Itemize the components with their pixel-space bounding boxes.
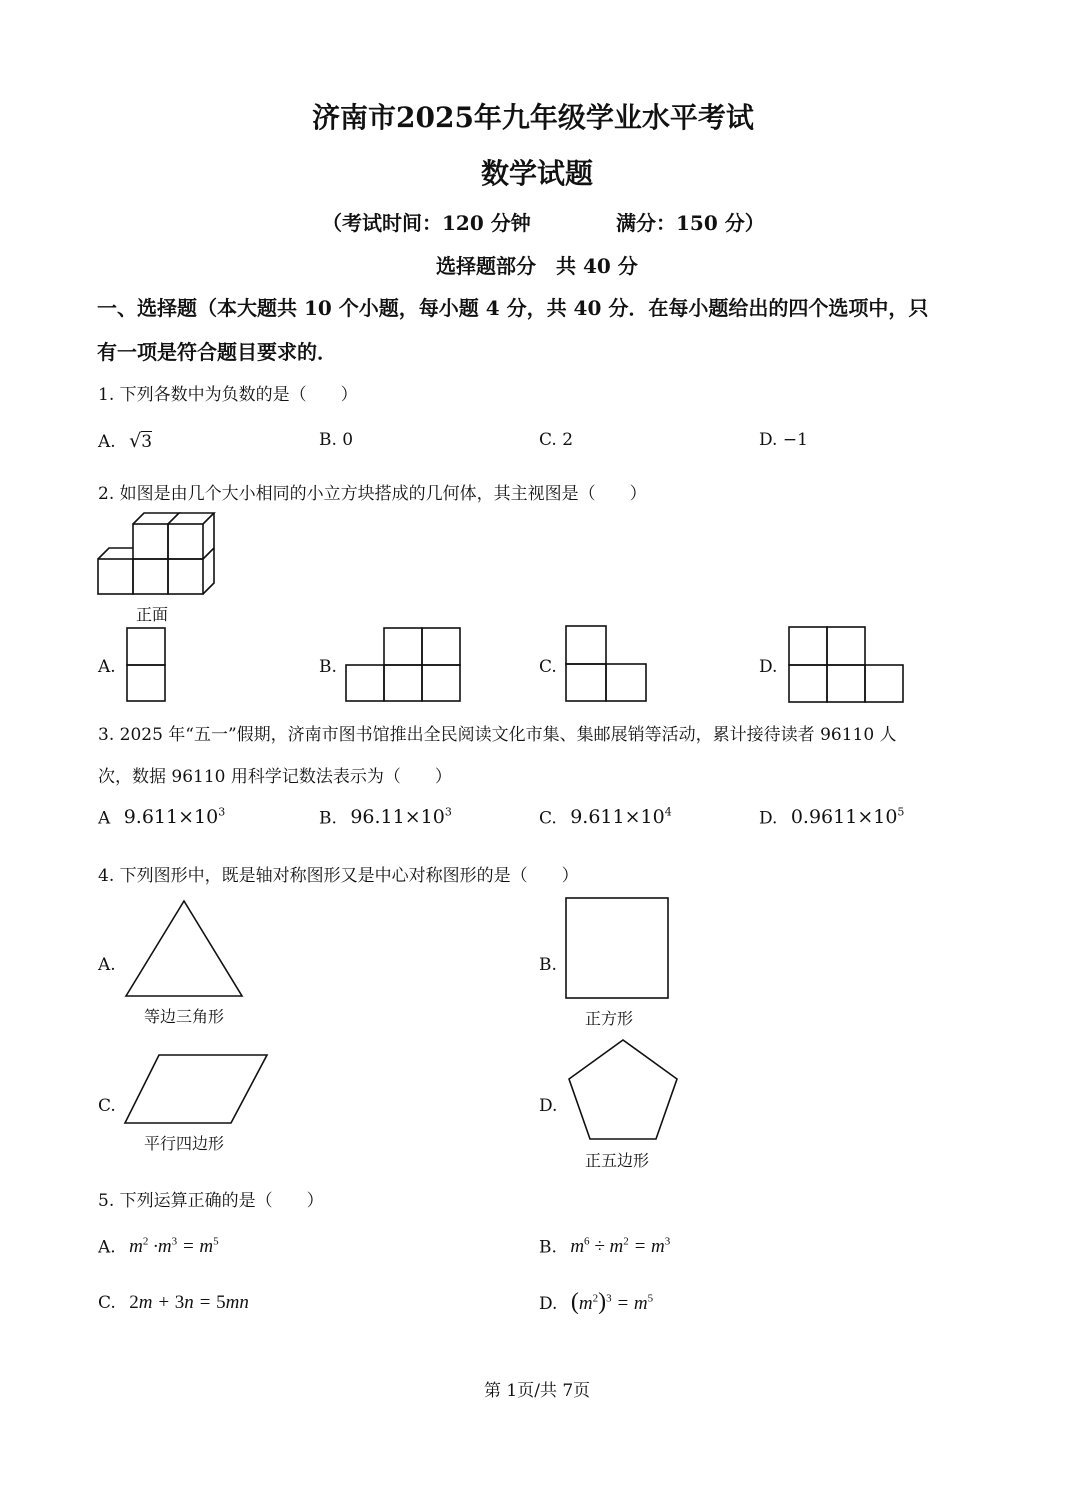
q3-option-b-base: 96.11×10 [350, 806, 445, 829]
exam-time: （考试时间：120 分钟 [322, 211, 531, 235]
sqrt-symbol: √ [129, 430, 142, 452]
q5-option-b-expression: $m^6 \div m^2 = m^3$ [570, 1236, 671, 1258]
q1-option-c: C. 2 [539, 430, 574, 450]
q2-option-a-figure [126, 627, 168, 703]
q3-option-a [98, 806, 225, 828]
q3-option-d-exp: 5 [897, 806, 905, 819]
q5-option-c-expression: 2m + 3n = 5mn [129, 1292, 249, 1313]
q5-option-d-expression: $(m^2)^3 = m^5$ [570, 1289, 654, 1315]
q2-option-c-figure [565, 625, 649, 703]
instructions-line2: 有一项是符合题目要求的． [97, 340, 337, 364]
q4-stem: 4. 下列图形中，既是轴对称图形又是中心对称图形的是（ ） [98, 866, 579, 886]
exam-title: 济南市2025年九年级学业水平考试 [312, 101, 754, 134]
q4-equilateral-triangle [124, 898, 244, 998]
q2-option-d-figure [788, 626, 906, 704]
q3-option-c-label: C. [539, 808, 557, 829]
q3-option-d [759, 806, 904, 828]
q1-option-b: B. 0 [319, 430, 354, 450]
q3-option-a-value [124, 806, 226, 828]
q3-option-d-value [791, 806, 905, 828]
q4-option-d-label: D. [539, 1096, 558, 1116]
q5-option-d-label: D. [539, 1294, 558, 1314]
q2-option-b-figure [345, 627, 463, 703]
section-heading: 选择题部分 共 40 分 [436, 254, 638, 278]
q2-stem: 2. 如图是由几个大小相同的小立方块搭成的几何体，其主视图是（ ） [98, 484, 647, 504]
q3-option-a-base: 9.611×10 [123, 806, 219, 829]
q5-stem: 5. 下列运算正确的是（ ） [98, 1191, 324, 1211]
q4-parallelogram [123, 1053, 269, 1125]
q3-stem-line1: 3. 2025 年“五一”假期，济南市图书馆推出全民阅读文化市集、集邮展销等活动，累计接待读者 96110 人 [98, 725, 897, 745]
page-number: 第 1页/共 7页 [484, 1381, 591, 1401]
q5-option-a-label: A. [98, 1237, 116, 1258]
q3-option-c [539, 806, 672, 828]
q1-option-a [98, 430, 152, 452]
q3-option-d-base: 0.9611×10 [790, 806, 898, 829]
q3-option-c-base: 9.611×10 [570, 806, 665, 829]
q4-option-a-label: A. [98, 955, 116, 975]
q3-stem-line2: 次，数据 96110 用科学记数法表示为（ ） [98, 767, 452, 787]
q4-option-b-caption: 正方形 [585, 1009, 634, 1028]
q3-option-b-exp: 3 [444, 806, 452, 819]
q3-option-a-label: A [98, 808, 111, 829]
q1-option-a-label: A. [98, 432, 116, 452]
subject-title: 数学试题 [481, 157, 594, 190]
q5-option-c-label: C. [98, 1293, 116, 1313]
q2-front-label: 正面 [136, 605, 169, 624]
q3-option-c-value [570, 806, 672, 828]
q3-option-a-exp: 3 [218, 806, 226, 819]
q3-option-b-label: B. [319, 808, 337, 829]
q4-option-d-caption: 正五边形 [585, 1151, 650, 1170]
q1-option-a-value: 3 [141, 432, 153, 452]
q1-option-d: D. −1 [759, 430, 808, 450]
q5-option-a [98, 1236, 219, 1258]
q1-stem: 1. 下列各数中为负数的是（ ） [98, 385, 358, 405]
q3-option-b [319, 806, 452, 828]
q5-option-a-expression: $m^2 \cdot m^3 = m^5$ [129, 1236, 219, 1258]
q2-option-a-label: A. [98, 657, 116, 677]
q2-option-d-label: D. [759, 657, 778, 677]
q5-option-c [98, 1292, 249, 1314]
q4-option-c-label: C. [98, 1096, 116, 1116]
instructions-line1: 一、选择题（本大题共 10 个小题，每小题 4 分，共 40 分．在每小题给出的四个选项中，只 [97, 296, 929, 320]
q4-option-a-caption: 等边三角形 [144, 1007, 225, 1026]
q4-option-c-caption: 平行四边形 [144, 1134, 225, 1153]
q3-option-c-exp: 4 [664, 806, 672, 819]
q2-option-c-label: C. [539, 657, 557, 677]
q3-option-b-value [350, 806, 452, 828]
q5-option-b [539, 1236, 670, 1258]
q3-option-d-label: D. [759, 808, 778, 829]
q5-option-b-label: B. [539, 1237, 557, 1258]
q4-option-b-label: B. [539, 955, 557, 975]
full-score: 满分：150 分） [616, 211, 765, 235]
q4-square [565, 897, 671, 999]
q4-regular-pentagon [566, 1038, 680, 1142]
q2-option-b-label: B. [319, 657, 337, 677]
q2-cube-figure [97, 510, 227, 600]
q5-option-d [539, 1289, 653, 1316]
